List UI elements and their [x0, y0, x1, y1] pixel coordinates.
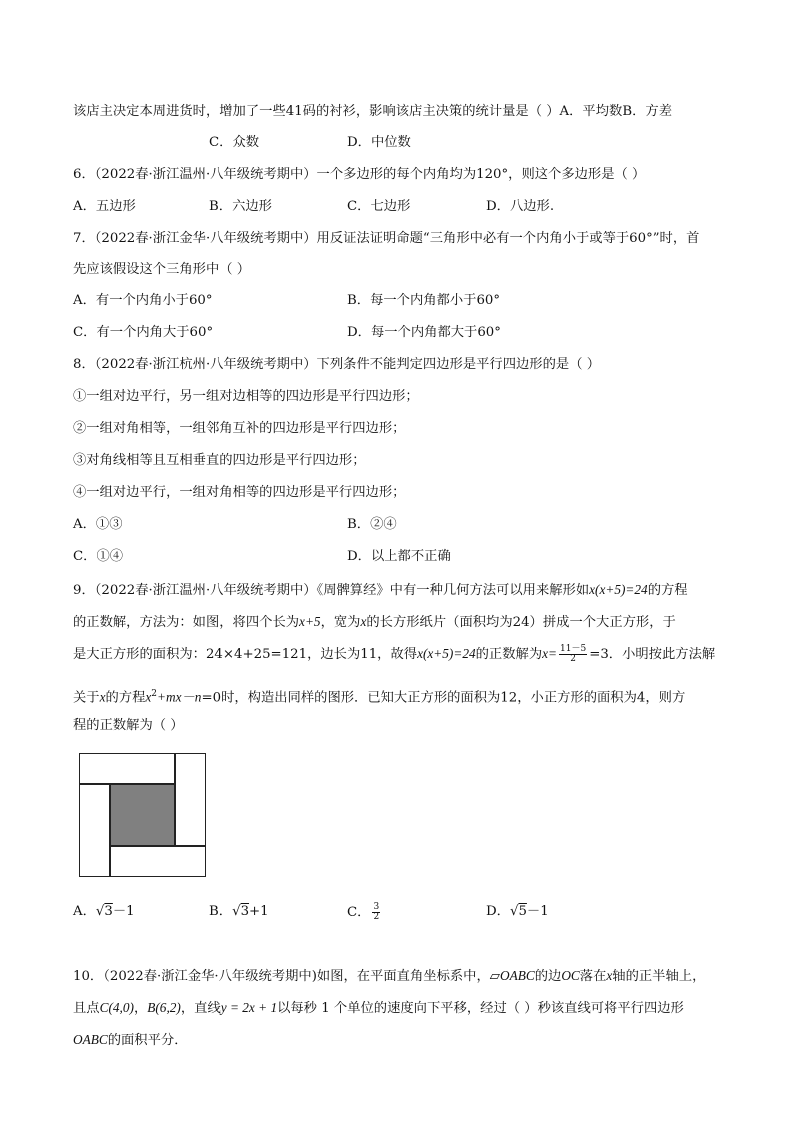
q8-statement-1: ①一组对边平行，另一组对边相等的四边形是平行四边形；: [73, 389, 419, 404]
q5-stem: 该店主决定本周进货时，增加了一些41码的衬衫，影响该店主决策的统计量是（ ）A．平均数B．方差: [73, 104, 672, 119]
figure-rect-top: [79, 753, 175, 784]
q5-option-d: D．中位数: [347, 135, 411, 150]
q9-stem-line4: 关于x的方程$x^2+mx-n=0$时，构造出同样的图形．已知大正方形的面积为12，小正方形的面积为4，则方: [73, 689, 686, 706]
fraction: $\frac{3}{2}$: [373, 902, 380, 922]
q6-option-b: B．六边形: [209, 199, 272, 214]
q8-statement-2: ②一组对角相等，一组邻角互补的四边形是平行四边形；: [73, 421, 406, 436]
q8-statement-3: ③对角线相等且互相垂直的四边形是平行四边形；: [73, 453, 366, 468]
q9-option-c: C． $\frac{3}{2}$: [347, 902, 380, 922]
q9-stem-line2: 的正数解，方法为：如图，将四个长为x+5，宽为x的长方形纸片（面积均为24）拼成一个大正方形，于: [73, 614, 676, 630]
q9-stem-line1: 9．（2022春·浙江温州·八年级统考期中）《周髀算经》中有一种几何方法可以用来解形如x(x+5)=24的方程: [73, 582, 688, 598]
q9-stem-line5: 程的正数解为（ ）: [73, 718, 184, 733]
q7-stem-line1: 7．（2022春·浙江金华·八年级统考期中）用反证法证明命题“三角形中必有一个内角小于或等于60°”时，首: [73, 231, 700, 246]
q7-stem-line2: 先应该假设这个三角形中（ ）: [73, 262, 251, 277]
q8-statement-4: ④一组对边平行，一组对角相等的四边形是平行四边形；: [73, 485, 406, 500]
q7-option-a: A．有一个内角小于60°: [73, 293, 213, 308]
q10-stem-line3: OABC的面积平分．: [73, 1032, 188, 1048]
q7-option-d: D．每一个内角都大于60°: [347, 325, 501, 340]
fraction: $\frac{11-5}{2}$: [560, 644, 587, 664]
q8-option-a: A．①③: [73, 517, 123, 532]
q9-figure: [79, 753, 206, 877]
q8-option-d: D．以上都不正确: [347, 549, 451, 564]
q7-option-c: C．有一个内角大于60°: [73, 325, 214, 340]
q9-option-b: B．√3+1: [209, 904, 269, 919]
figure-rect-left: [79, 784, 110, 877]
q6-option-a: A．五边形: [73, 199, 136, 214]
q5-option-c: C．众数: [209, 135, 260, 150]
q8-option-b: B．②④: [347, 517, 397, 532]
q8-stem: 8．（2022春·浙江杭州·八年级统考期中）下列条件不能判定四边形是平行四边形的是（ ）: [73, 357, 601, 372]
q6-option-c: C．七边形: [347, 199, 411, 214]
q9-option-a: A．√3－1: [73, 904, 135, 919]
q9-stem-line3: 是大正方形的面积为：24×4+25=121，边长为11，故得x(x+5)=24的正数解为x= $\frac{11-5}{2}$ =3．小明按此方法解: [73, 644, 716, 664]
figure-rect-right: [175, 753, 206, 846]
q8-option-c: C．①④: [73, 549, 124, 564]
q7-option-b: B．每一个内角都小于60°: [347, 293, 501, 308]
q10-stem-line2: 且点C(4,0)，B(6,2)，直线y = 2x + 1以每秒 1 个单位的速度向下平移，经过（ ）秒该直线可将平行四边形: [73, 1000, 684, 1016]
q10-stem-line1: 10．（2022春·浙江金华·八年级统考期中)如图，在平面直角坐标系中，▱OABC的边OC落在x轴的正半轴上，: [73, 968, 706, 984]
q6-option-d: D．八边形.: [486, 199, 555, 214]
figure-rect-bottom: [110, 846, 206, 877]
q9-option-d: D．√5－1: [486, 904, 549, 919]
figure-shaded-square: [110, 784, 175, 846]
q6-stem: 6．（2022春·浙江温州·八年级统考期中）一个多边形的每个内角均为120°，则这个多边形是（ ）: [73, 167, 646, 182]
